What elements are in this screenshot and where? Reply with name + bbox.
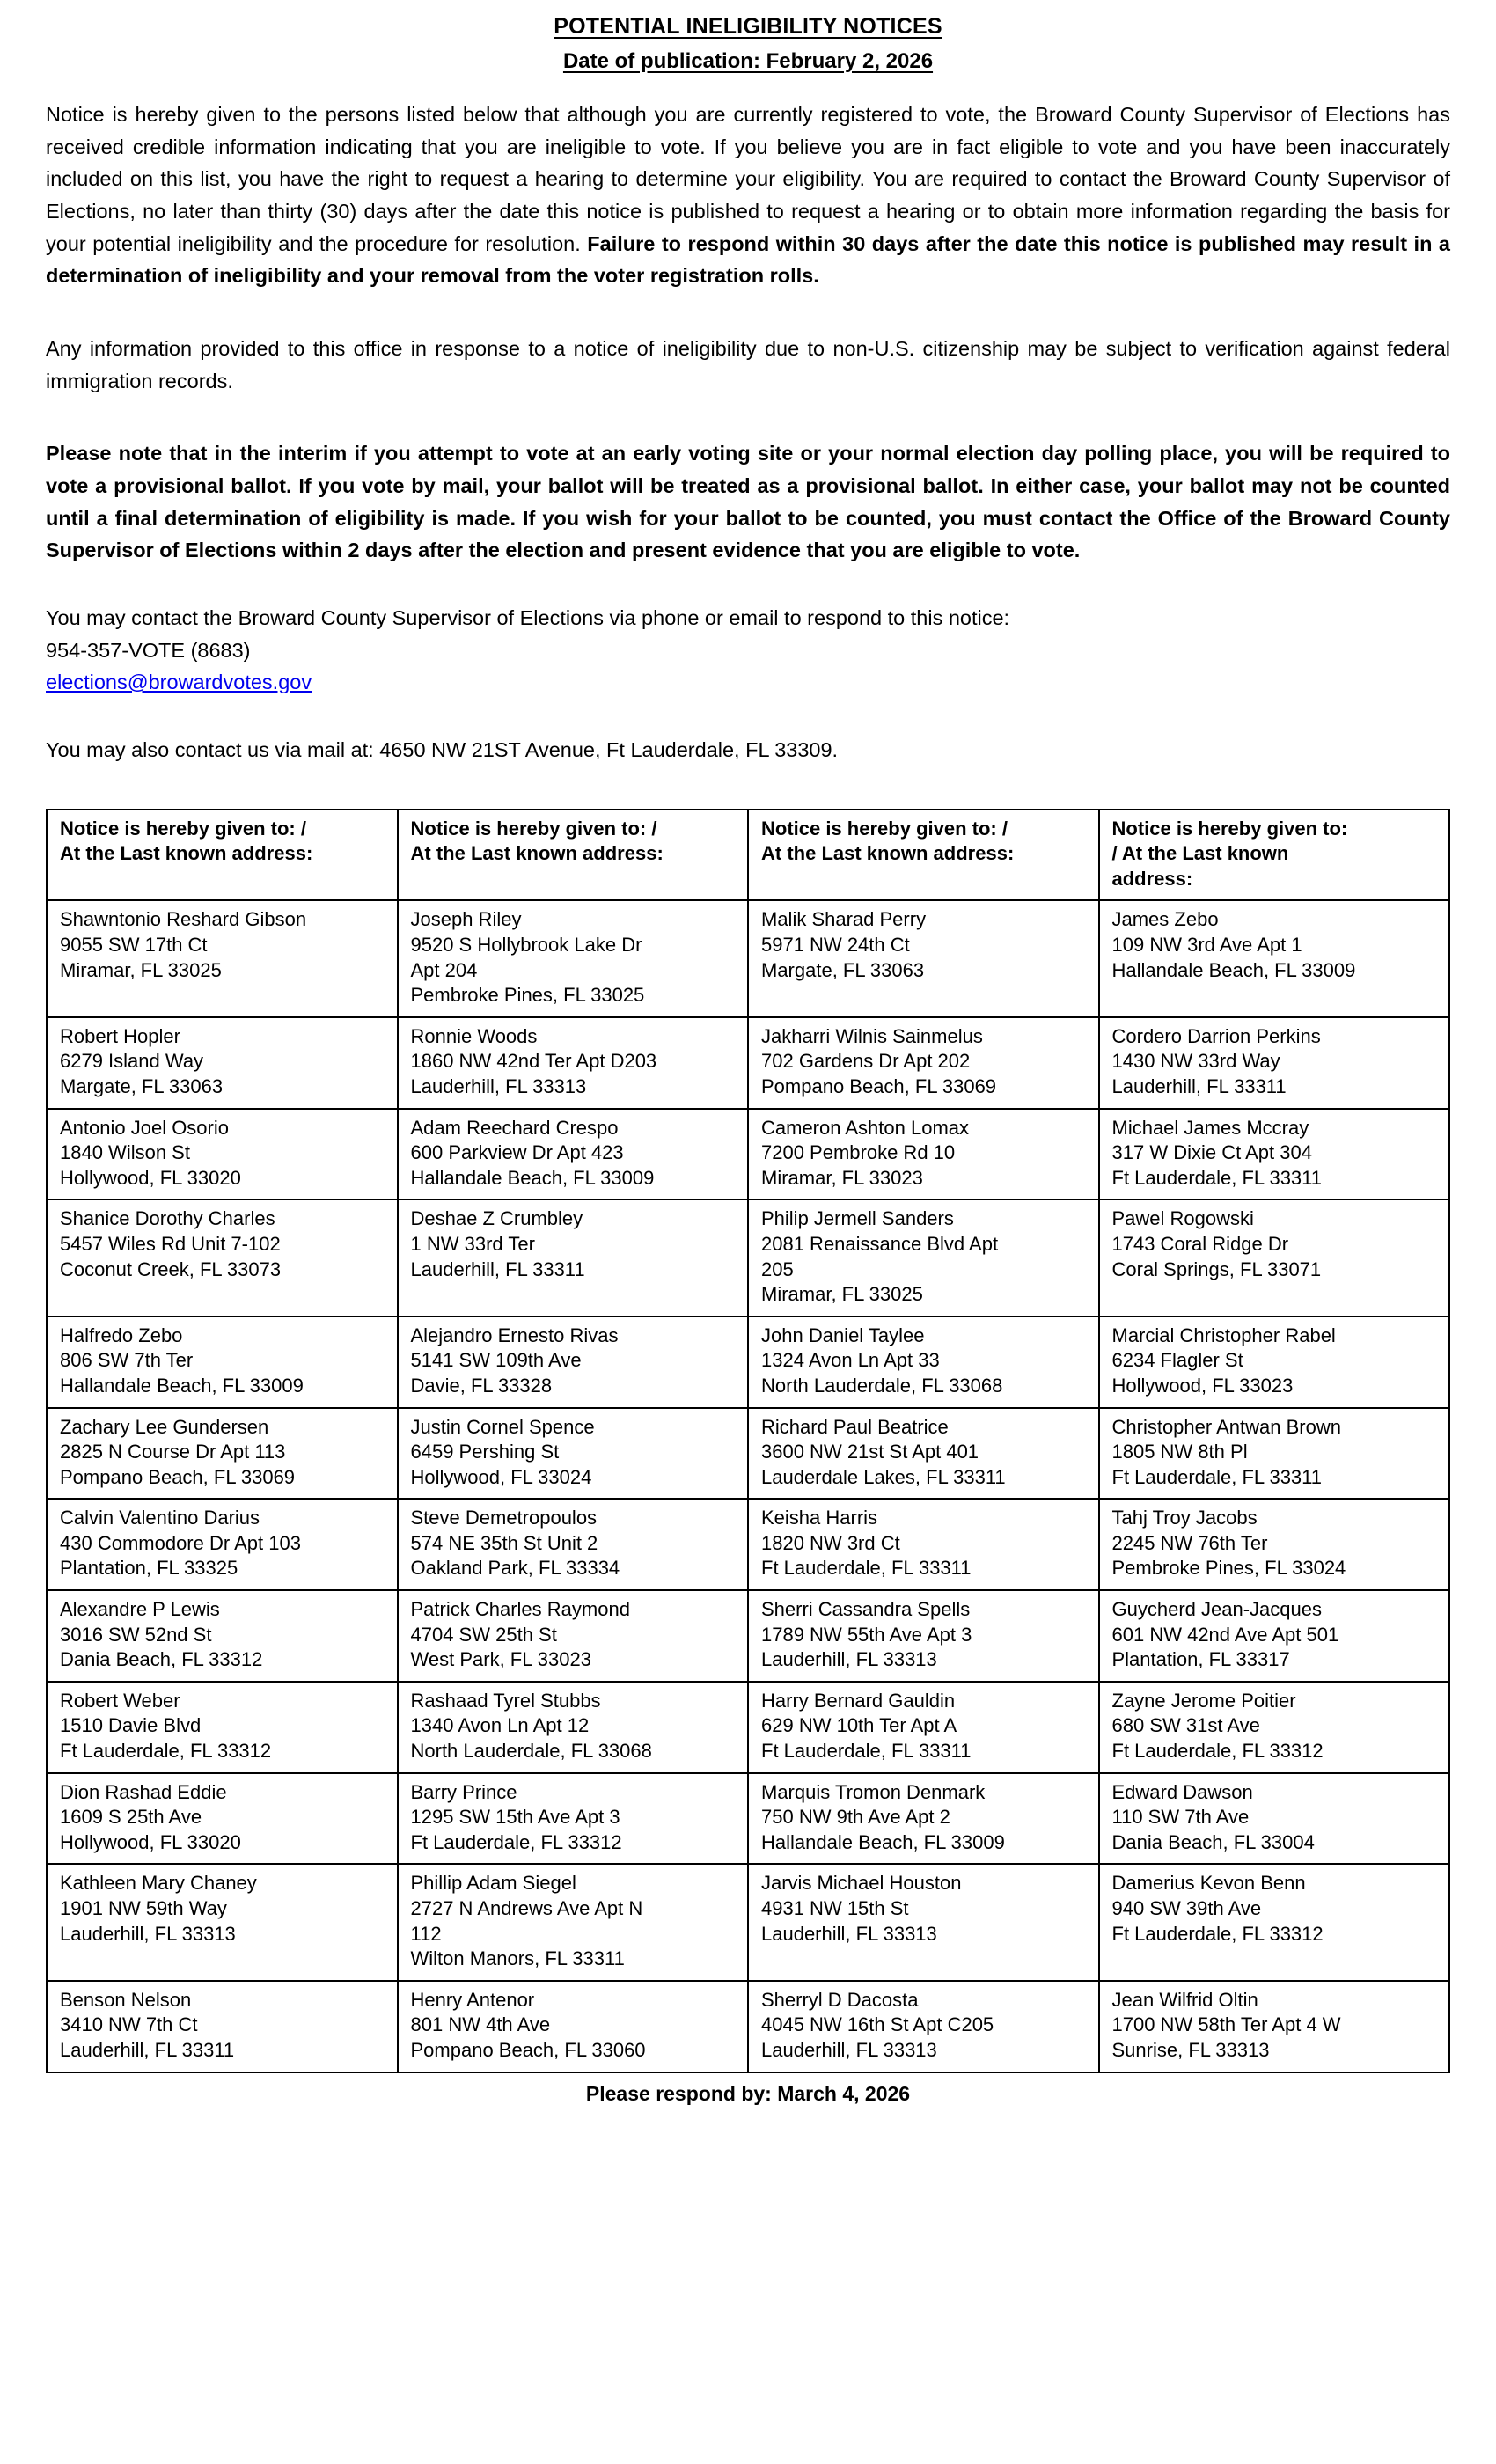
registrant-address-line: 6279 Island Way <box>60 1050 204 1073</box>
registrant-name: Jean Wilfrid Oltin <box>1111 1988 1258 2011</box>
registrant-address-line: 2245 NW 76th Ter <box>1111 1531 1268 1554</box>
registrant-address-line: 1700 NW 58th Ter Apt 4 W <box>1111 2013 1341 2036</box>
registrant-address-line: Dania Beach, FL 33004 <box>1111 1830 1315 1853</box>
registrant-address-line: 1 NW 33rd Ter <box>410 1232 535 1255</box>
registrant-address-line: Margate, FL 33063 <box>60 1074 224 1097</box>
notice-cell <box>47 1981 398 2072</box>
table-row <box>47 1773 1449 1865</box>
registrant-address-line: 1324 Avon Ln Apt 33 <box>761 1349 940 1372</box>
registrant-address-line: Hallandale Beach, FL 33009 <box>410 1166 655 1189</box>
notices-table-body <box>47 900 1449 2072</box>
spacer <box>46 397 1450 437</box>
registrant-name: Shawntonio Reshard Gibson <box>60 908 307 931</box>
registrant-address-line: 5141 SW 109th Ave <box>410 1349 582 1372</box>
column-header-4-line-1: Notice is hereby given to: <box>1111 817 1348 840</box>
registrant-address-line: Ft Lauderdale, FL 33311 <box>761 1557 972 1580</box>
registrant-address-line: 1860 NW 42nd Ter Apt D203 <box>410 1050 657 1073</box>
registrant-name: Halfredo Zebo <box>60 1324 183 1346</box>
registrant-address-line: 1743 Coral Ridge Dr <box>1111 1232 1289 1255</box>
notice-cell <box>398 1682 749 1773</box>
registrant-address-line: Hallandale Beach, FL 33009 <box>761 1830 1005 1853</box>
notice-cell <box>748 1017 1099 1109</box>
registrant-address-line: North Lauderdale, FL 33068 <box>410 1740 652 1763</box>
notice-cell <box>748 900 1099 1016</box>
registrant-address-line: 574 NE 35th St Unit 2 <box>410 1531 598 1554</box>
notice-cell <box>47 1773 398 1865</box>
registrant-address-line: 3016 SW 52nd St <box>60 1623 212 1646</box>
notice-cell <box>47 1864 398 1980</box>
notice-cell <box>398 1109 749 1200</box>
registrant-name: Henry Antenor <box>410 1988 535 2011</box>
registrant-address-line: 9520 S Hollybrook Lake Dr <box>410 934 642 957</box>
registrant-address-line: North Lauderdale, FL 33068 <box>761 1374 1003 1397</box>
registrant-address-line: Lauderhill, FL 33313 <box>761 2038 937 2061</box>
registrant-name: Alexandre P Lewis <box>60 1598 220 1621</box>
registrant-name: Guycherd Jean-Jacques <box>1111 1598 1322 1621</box>
notice-cell <box>398 1017 749 1109</box>
registrant-address-line: Pompano Beach, FL 33069 <box>761 1074 997 1097</box>
page-title-text: POTENTIAL INELIGIBILITY NOTICES <box>554 14 942 39</box>
registrant-address-line: 1510 Davie Blvd <box>60 1714 202 1737</box>
registrant-address-line: 317 W Dixie Ct Apt 304 <box>1111 1141 1312 1164</box>
registrant-address-line: Pompano Beach, FL 33069 <box>60 1465 296 1488</box>
column-header-3 <box>748 810 1099 901</box>
registrant-address-line: 430 Commodore Dr Apt 103 <box>60 1531 301 1554</box>
registrant-address-line: Sunrise, FL 33313 <box>1111 2038 1270 2061</box>
registrant-address-line: 1609 S 25th Ave <box>60 1806 202 1829</box>
registrant-address-line: 5457 Wiles Rd Unit 7-102 <box>60 1232 281 1255</box>
respond-by-note: Please respond by: March 4, 2026 <box>585 2081 911 2105</box>
table-row <box>47 1408 1449 1500</box>
registrant-name: Zachary Lee Gundersen <box>60 1415 269 1438</box>
notice-cell <box>47 1316 398 1408</box>
registrant-address-line: Hollywood, FL 33020 <box>60 1830 241 1853</box>
registrant-name: Jakharri Wilnis Sainmelus <box>761 1024 983 1047</box>
table-row <box>47 1017 1449 1109</box>
registrant-address-line: 112 <box>410 1922 442 1945</box>
column-header-2-line-1: Notice is hereby given to: / <box>410 817 657 840</box>
registrant-address-line: Apt 204 <box>410 958 478 981</box>
registrant-name: Harry Bernard Gauldin <box>761 1689 956 1712</box>
registrant-address-line: 5971 NW 24th Ct <box>761 934 910 957</box>
registrant-address-line: Lauderhill, FL 33313 <box>761 1648 937 1671</box>
notice-cell <box>1099 1408 1450 1500</box>
notice-cell <box>748 1981 1099 2072</box>
registrant-name: Justin Cornel Spence <box>410 1415 595 1438</box>
registrant-address-line: Coconut Creek, FL 33073 <box>60 1258 282 1280</box>
column-header-2 <box>398 810 749 901</box>
registrant-address-line: Lauderhill, FL 33313 <box>761 1922 937 1945</box>
notice-cell <box>748 1864 1099 1980</box>
registrant-address-line: Lauderhill, FL 33311 <box>410 1258 585 1280</box>
registrant-address-line: 680 SW 31st Ave <box>1111 1714 1260 1737</box>
registrant-name: Robert Hopler <box>60 1024 180 1047</box>
registrant-address-line: 2825 N Course Dr Apt 113 <box>60 1441 286 1463</box>
notice-cell <box>47 1590 398 1682</box>
registrant-address-line: Miramar, FL 33025 <box>60 958 222 981</box>
registrant-address-line: 702 Gardens Dr Apt 202 <box>761 1050 971 1073</box>
registrant-address-line: Ft Lauderdale, FL 33312 <box>1111 1740 1324 1763</box>
notice-cell <box>748 1682 1099 1773</box>
registrant-address-line: Hollywood, FL 33024 <box>410 1465 592 1488</box>
notice-paragraph-1-bold: Failure to respond within 30 days after the date this notice is published may result in a determination of ineligibility and your removal from the voter registration rolls. <box>46 231 1450 288</box>
column-header-1-line-2: At the Last known address: <box>60 842 313 865</box>
spacer <box>46 766 1450 802</box>
registrant-address-line: Ft Lauderdale, FL 33311 <box>1111 1166 1322 1189</box>
notice-cell <box>398 1981 749 2072</box>
registrant-name: Marcial Christopher Rabel <box>1111 1324 1336 1346</box>
notice-cell <box>1099 1199 1450 1316</box>
registrant-address-line: West Park, FL 33023 <box>410 1648 591 1671</box>
notice-cell <box>398 1590 749 1682</box>
registrant-address-line: 600 Parkview Dr Apt 423 <box>410 1141 624 1164</box>
registrant-address-line: 4704 SW 25th St <box>410 1623 557 1646</box>
registrant-name: Cordero Darrion Perkins <box>1111 1024 1321 1047</box>
table-row <box>47 1316 1449 1408</box>
notice-paragraph-1 <box>46 99 1450 292</box>
registrant-address-line: 2727 N Andrews Ave Apt N <box>410 1897 643 1920</box>
registrant-address-line: 1789 NW 55th Ave Apt 3 <box>761 1623 972 1646</box>
registrant-name: Shanice Dorothy Charles <box>60 1207 275 1230</box>
column-header-4-line-3: address: <box>1111 867 1193 890</box>
registrant-name: Deshae Z Crumbley <box>410 1207 583 1230</box>
notice-cell <box>47 1017 398 1109</box>
notice-cell <box>1099 1316 1450 1408</box>
registrant-address-line: 750 NW 9th Ave Apt 2 <box>761 1806 950 1829</box>
notice-cell <box>398 1864 749 1980</box>
registrant-name: Antonio Joel Osorio <box>60 1116 229 1139</box>
notice-cell <box>47 1199 398 1316</box>
registrant-address-line: Pembroke Pines, FL 33025 <box>410 984 645 1007</box>
notice-cell <box>1099 1109 1450 1200</box>
registrant-address-line: 3410 NW 7th Ct <box>60 2013 198 2036</box>
registrant-name: Cameron Ashton Lomax <box>761 1116 970 1139</box>
notice-cell <box>398 1199 749 1316</box>
registrant-name: Tahj Troy Jacobs <box>1111 1507 1258 1529</box>
registrant-name: Barry Prince <box>410 1780 517 1803</box>
registrant-address-line: Coral Springs, FL 33071 <box>1111 1258 1322 1280</box>
registrant-address-line: Wilton Manors, FL 33311 <box>410 1947 625 1970</box>
notices-table <box>46 809 1450 2073</box>
table-row <box>47 1590 1449 1682</box>
registrant-address-line: Ft Lauderdale, FL 33312 <box>1111 1922 1324 1945</box>
registrant-address-line: Hollywood, FL 33023 <box>1111 1374 1294 1397</box>
column-header-1 <box>47 810 398 901</box>
registrant-address-line: 940 SW 39th Ave <box>1111 1897 1262 1920</box>
registrant-name: Rashaad Tyrel Stubbs <box>410 1689 601 1712</box>
registrant-name: Zayne Jerome Poitier <box>1111 1689 1296 1712</box>
registrant-name: Marquis Tromon Denmark <box>761 1780 986 1803</box>
registrant-address-line: 806 SW 7th Ter <box>60 1349 194 1372</box>
column-header-1-line-1: Notice is hereby given to: / <box>60 817 306 840</box>
registrant-address-line: 3600 NW 21st St Apt 401 <box>761 1441 979 1463</box>
registrant-address-line: Plantation, FL 33317 <box>1111 1648 1290 1671</box>
notice-cell <box>47 1408 398 1500</box>
table-row <box>47 900 1449 1016</box>
notice-cell <box>398 1499 749 1590</box>
registrant-address-line: 9055 SW 17th Ct <box>60 934 208 957</box>
registrant-name: Michael James Mccray <box>1111 1116 1309 1139</box>
contact-intro: You may contact the Broward County Supervisor of Elections via phone or email to respond to this notice: <box>46 606 1010 630</box>
notice-cell <box>748 1408 1099 1500</box>
column-header-2-line-2: At the Last known address: <box>410 842 664 865</box>
notice-cell <box>748 1590 1099 1682</box>
registrant-address-line: Margate, FL 33063 <box>761 958 925 981</box>
registrant-name: Alejandro Ernesto Rivas <box>410 1324 619 1346</box>
registrant-name: Sherri Cassandra Spells <box>761 1598 971 1621</box>
notice-cell <box>748 1199 1099 1316</box>
registrant-address-line: Oakland Park, FL 33334 <box>410 1557 620 1580</box>
notice-cell <box>47 900 398 1016</box>
registrant-address-line: 4045 NW 16th St Apt C205 <box>761 2013 994 2036</box>
notice-cell <box>748 1499 1099 1590</box>
registrant-address-line: Lauderhill, FL 33311 <box>60 2038 235 2061</box>
registrant-address-line: Pembroke Pines, FL 33024 <box>1111 1557 1346 1580</box>
notice-cell <box>1099 1682 1450 1773</box>
registrant-address-line: 2081 Renaissance Blvd Apt <box>761 1232 999 1255</box>
registrant-name: Edward Dawson <box>1111 1780 1253 1803</box>
publication-date <box>46 48 1450 76</box>
column-header-4-line-2: / At the Last known <box>1111 842 1289 865</box>
table-row <box>47 1981 1449 2072</box>
registrant-name: Joseph Riley <box>410 908 522 931</box>
notice-cell <box>398 1316 749 1408</box>
notice-cell <box>1099 1864 1450 1980</box>
registrant-name: Christopher Antwan Brown <box>1111 1415 1341 1438</box>
notice-cell <box>47 1109 398 1200</box>
registrant-address-line: Hallandale Beach, FL 33009 <box>60 1374 304 1397</box>
table-row <box>47 1864 1449 1980</box>
registrant-name: Ronnie Woods <box>410 1024 538 1047</box>
notice-cell <box>398 900 749 1016</box>
notice-cell <box>1099 1017 1450 1109</box>
notice-cell <box>1099 1499 1450 1590</box>
registrant-name: Dion Rashad Eddie <box>60 1780 227 1803</box>
registrant-address-line: Miramar, FL 33025 <box>761 1283 923 1306</box>
notice-cell <box>1099 1773 1450 1865</box>
spacer <box>46 567 1450 602</box>
registrant-address-line: Ft Lauderdale, FL 33311 <box>761 1740 972 1763</box>
registrant-address-line: 1840 Wilson St <box>60 1141 190 1164</box>
registrant-address-line: 629 NW 10th Ter Apt A <box>761 1714 957 1737</box>
contact-block <box>46 602 1450 699</box>
registrant-address-line: Ft Lauderdale, FL 33311 <box>1111 1465 1322 1488</box>
registrant-address-line: Plantation, FL 33325 <box>60 1557 238 1580</box>
notice-cell <box>398 1408 749 1500</box>
registrant-name: Phillip Adam Siegel <box>410 1872 576 1895</box>
registrant-name: Steve Demetropoulos <box>410 1507 598 1529</box>
notice-cell <box>47 1682 398 1773</box>
registrant-address-line: 109 NW 3rd Ave Apt 1 <box>1111 934 1302 957</box>
table-row <box>47 1499 1449 1590</box>
registrant-name: Jarvis Michael Houston <box>761 1872 962 1895</box>
registrant-address-line: 601 NW 42nd Ave Apt 501 <box>1111 1623 1339 1646</box>
table-row <box>47 1109 1449 1200</box>
registrant-address-line: 1901 NW 59th Way <box>60 1897 227 1920</box>
registrant-address-line: 6459 Pershing St <box>410 1441 560 1463</box>
registrant-address-line: Lauderdale Lakes, FL 33311 <box>761 1465 1006 1488</box>
registrant-address-line: 1430 NW 33rd Way <box>1111 1050 1280 1073</box>
registrant-address-line: 110 SW 7th Ave <box>1111 1806 1250 1829</box>
registrant-address-line: 1340 Avon Ln Apt 12 <box>410 1714 590 1737</box>
spacer <box>46 699 1450 734</box>
notice-cell <box>1099 900 1450 1016</box>
table-row <box>47 1199 1449 1316</box>
notice-cell <box>748 1773 1099 1865</box>
registrant-name: Robert Weber <box>60 1689 180 1712</box>
contact-phone: 954-357-VOTE (8683) <box>46 638 251 662</box>
registrant-address-line: 205 <box>761 1258 794 1280</box>
notice-cell <box>398 1773 749 1865</box>
registrant-address-line: 1295 SW 15th Ave Apt 3 <box>410 1806 620 1829</box>
registrant-name: Adam Reechard Crespo <box>410 1116 619 1139</box>
registrant-name: Sherryl D Dacosta <box>761 1988 919 2011</box>
registrant-name: Calvin Valentino Darius <box>60 1507 260 1529</box>
registrant-address-line: Hallandale Beach, FL 33009 <box>1111 958 1356 981</box>
registrant-address-line: Lauderhill, FL 33311 <box>1111 1074 1287 1097</box>
registrant-name: Pawel Rogowski <box>1111 1207 1254 1230</box>
spacer <box>46 292 1450 333</box>
registrant-name: Keisha Harris <box>761 1507 878 1529</box>
registrant-address-line: Ft Lauderdale, FL 33312 <box>410 1830 622 1853</box>
registrant-name: Malik Sharad Perry <box>761 908 927 931</box>
registrant-address-line: 801 NW 4th Ave <box>410 2013 551 2036</box>
notices-table-head <box>47 810 1449 901</box>
table-row <box>47 1682 1449 1773</box>
registrant-address-line: 4931 NW 15th St <box>761 1897 909 1920</box>
registrant-name: Benson Nelson <box>60 1988 192 2011</box>
registrant-address-line: Hollywood, FL 33020 <box>60 1166 241 1189</box>
registrant-address-line: 1820 NW 3rd Ct <box>761 1531 900 1554</box>
registrant-name: Kathleen Mary Chaney <box>60 1872 257 1895</box>
registrant-address-line: Lauderhill, FL 33313 <box>410 1074 587 1097</box>
mail-address-line: You may also contact us via mail at: 4650 NW 21ST Avenue, Ft Lauderdale, FL 33309. <box>46 737 839 761</box>
publication-date-text: Date of publication: February 2, 2026 <box>562 48 934 73</box>
registrant-address-line: Davie, FL 33328 <box>410 1374 553 1397</box>
notice-cell <box>748 1109 1099 1200</box>
table-header-row <box>47 810 1449 901</box>
registrant-name: James Zebo <box>1111 908 1219 931</box>
registrant-address-line: 7200 Pembroke Rd 10 <box>761 1141 956 1164</box>
registrant-name: Damerius Kevon Benn <box>1111 1872 1306 1895</box>
contact-email-link[interactable]: elections@browardvotes.gov <box>46 671 312 694</box>
registrant-name: Philip Jermell Sanders <box>761 1207 954 1230</box>
registrant-address-line: Miramar, FL 33023 <box>761 1166 923 1189</box>
column-header-3-line-2: At the Last known address: <box>761 842 1015 865</box>
registrant-name: Patrick Charles Raymond <box>410 1598 630 1621</box>
registrant-address-line: Ft Lauderdale, FL 33312 <box>60 1740 272 1763</box>
registrant-address-line: Pompano Beach, FL 33060 <box>410 2038 646 2061</box>
notice-cell <box>47 1499 398 1590</box>
registrant-address-line: Dania Beach, FL 33312 <box>60 1648 263 1671</box>
registrant-name: John Daniel Taylee <box>761 1324 925 1346</box>
notice-cell <box>1099 1981 1450 2072</box>
notice-paragraph-1-text: Notice is hereby given to the persons listed below that although you are currently registered to vote, the Broward County Supervisor of Elections has received credible information indicating that you are ineligible to vote. If you believe you are in fact eligible to vote and you have been inaccurately included on this list, you have the right to request a hearing to determine your eligibility. You are required to contact the Broward County Supervisor of Elections, no later than thirty (30) days after the date this notice is published to request a hearing or to obtain more information regarding the basis for your potential ineligibility and the procedure for resolution. <box>46 103 1450 255</box>
column-header-4 <box>1099 810 1450 901</box>
notice-paragraph-3: Please note that in the interim if you attempt to vote at an early voting site or your normal election day polling place, you will be required to vote a provisional ballot. If you vote by mail, your ballot will be treated as a provisional ballot. In either case, your ballot may not be counted until a final determination of eligibility is made. If you wish for your ballot to be counted, you must contact the Office of the Broward County Supervisor of Elections within 2 days after the election and present evidence that you are eligible to vote. <box>46 442 1450 562</box>
registrant-address-line: 1805 NW 8th Pl <box>1111 1441 1248 1463</box>
registrant-name: Richard Paul Beatrice <box>761 1415 949 1438</box>
registrant-address-line: 6234 Flagler St <box>1111 1349 1243 1372</box>
registrant-address-line: Lauderhill, FL 33313 <box>60 1922 236 1945</box>
notice-paragraph-2: Any information provided to this office in response to a notice of ineligibility due to non-U.S. citizenship may be subject to verification against federal immigration records. <box>46 337 1450 392</box>
notice-cell <box>748 1316 1099 1408</box>
column-header-3-line-1: Notice is hereby given to: / <box>761 817 1008 840</box>
notice-cell <box>1099 1590 1450 1682</box>
page-title <box>46 12 1450 42</box>
